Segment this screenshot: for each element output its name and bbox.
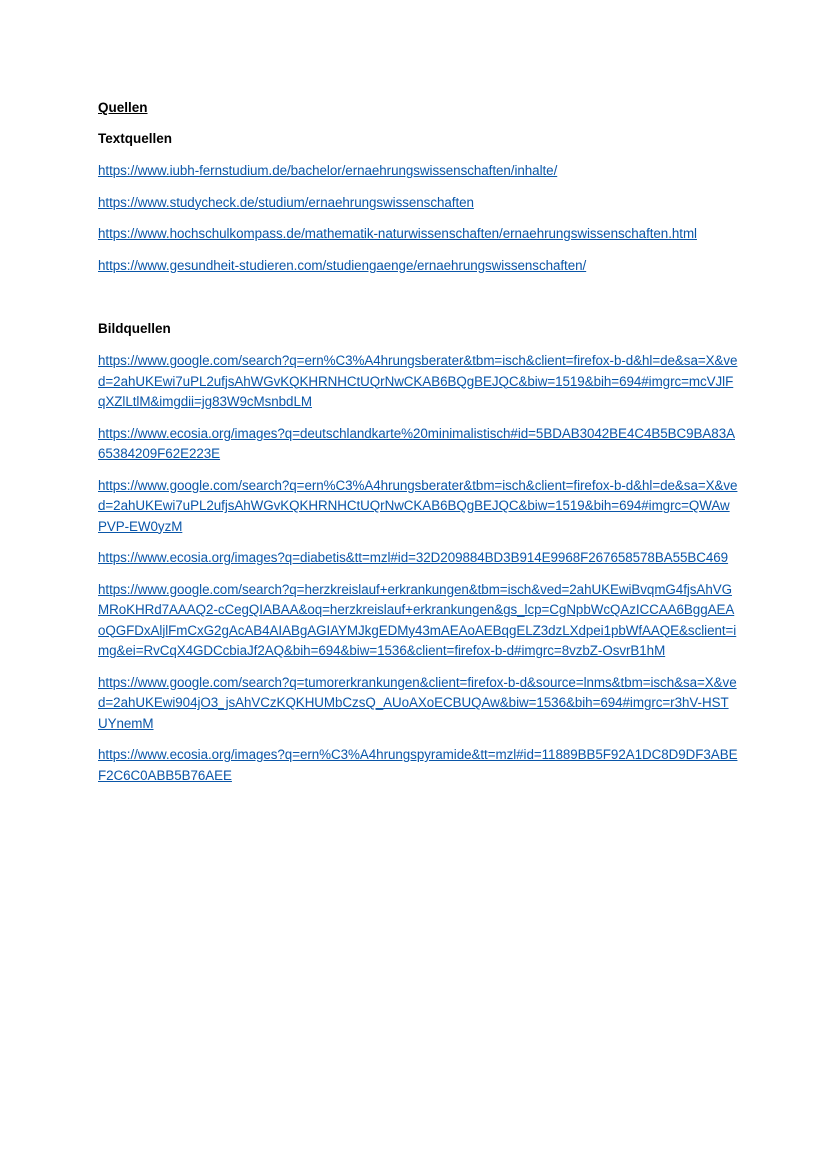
image-source-link[interactable]: https://www.ecosia.org/images?q=deutschlandkarte%20minimalistisch#id=5BDAB3042BE4C4B5BC9BA83A65384209F62E223E	[98, 425, 735, 461]
list-item	[98, 161, 738, 182]
document-page	[98, 99, 738, 797]
page-title: Quellen	[98, 100, 148, 115]
image-source-link[interactable]: https://www.google.com/search?q=tumorerkrankungen&client=firefox-b-d&source=lnms&tbm=isch&sa=X&ved=2ahUKEwi904jO3_jsAhVCzKQKHUMbCzsQ_AUoAXoECBUQAw&biw=1536&bih=694#imgrc=r3hV-HSTUYnemM	[98, 674, 737, 731]
image-sources-list	[98, 351, 738, 786]
image-source-link[interactable]: https://www.google.com/search?q=ern%C3%A4hrungsberater&tbm=isch&client=firefox-b-d&hl=de&sa=X&ved=2ahUKEwi7uPL2ufjsAhWGvKQKHRNHCtUQrNwCKAB6BQgBEJQC&biw=1519&bih=694#imgrc=QWAwPVP-EW0yzM	[98, 477, 738, 534]
list-item	[98, 193, 738, 214]
image-source-link[interactable]: https://www.google.com/search?q=herzkreislauf+erkrankungen&tbm=isch&ved=2ahUKEwiBvqmG4fjsAhVGMRoKHRd7AAAQ2-cCegQIABAA&oq=herzkreislauf+erkrankungen&gs_lcp=CgNpbWcQAzICCAA6BggAEAoQGFDxAljlFmCxG2gAcAB4AIABgAGIAYMJkgEDMy43mAEAoAEBqgELZ3dzLXdpei1pbWfAAQE&sclient=img&ei=RvCqX4GDCcbiaJf2AQ&bih=694&biw=1536&client=firefox-b-d#imgrc=8vzbZ-OsvrB1hM	[98, 581, 737, 658]
image-source-link[interactable]: https://www.google.com/search?q=ern%C3%A4hrungsberater&tbm=isch&client=firefox-b-d&hl=de&sa=X&ved=2ahUKEwi7uPL2ufjsAhWGvKQKHRNHCtUQrNwCKAB6BQgBEJQC&biw=1519&bih=694#imgrc=mcVJlFqXZlLtlM&imgdii=jg83W9cMsnbdLM	[98, 353, 738, 409]
list-item	[98, 424, 738, 465]
list-item	[98, 476, 738, 538]
list-item	[98, 745, 738, 786]
text-source-link[interactable]: https://www.hochschulkompass.de/mathematik-naturwissenschaften/ernaehrungswissenschaften.html	[98, 226, 697, 241]
list-item	[98, 673, 738, 735]
list-item	[98, 580, 738, 662]
image-source-link[interactable]: https://www.ecosia.org/images?q=diabetis&tt=mzl#id=32D209884BD3B914E9968F267658578BA55BC469	[98, 550, 729, 565]
list-item	[98, 548, 738, 569]
image-source-link[interactable]: https://www.ecosia.org/images?q=ern%C3%A4hrungspyramide&tt=mzl#id=11889BB5F92A1DC8D9DF3ABEF2C6C0ABB5B76AEE	[98, 747, 738, 783]
text-sources-list	[98, 161, 738, 276]
text-source-link[interactable]: https://www.iubh-fernstudium.de/bachelor/ernaehrungswissenschaften/inhalte/	[98, 163, 558, 178]
list-item	[98, 224, 738, 245]
list-item	[98, 256, 738, 277]
text-source-link[interactable]: https://www.studycheck.de/studium/ernaehrungswissenschaften	[98, 194, 474, 210]
text-source-link[interactable]: https://www.gesundheit-studieren.com/studiengaenge/ernaehrungswissenschaften/	[98, 257, 587, 273]
section-heading-image-sources: Bildquellen	[98, 321, 171, 336]
section-heading-text-sources: Textquellen	[98, 131, 173, 146]
list-item	[98, 351, 738, 413]
